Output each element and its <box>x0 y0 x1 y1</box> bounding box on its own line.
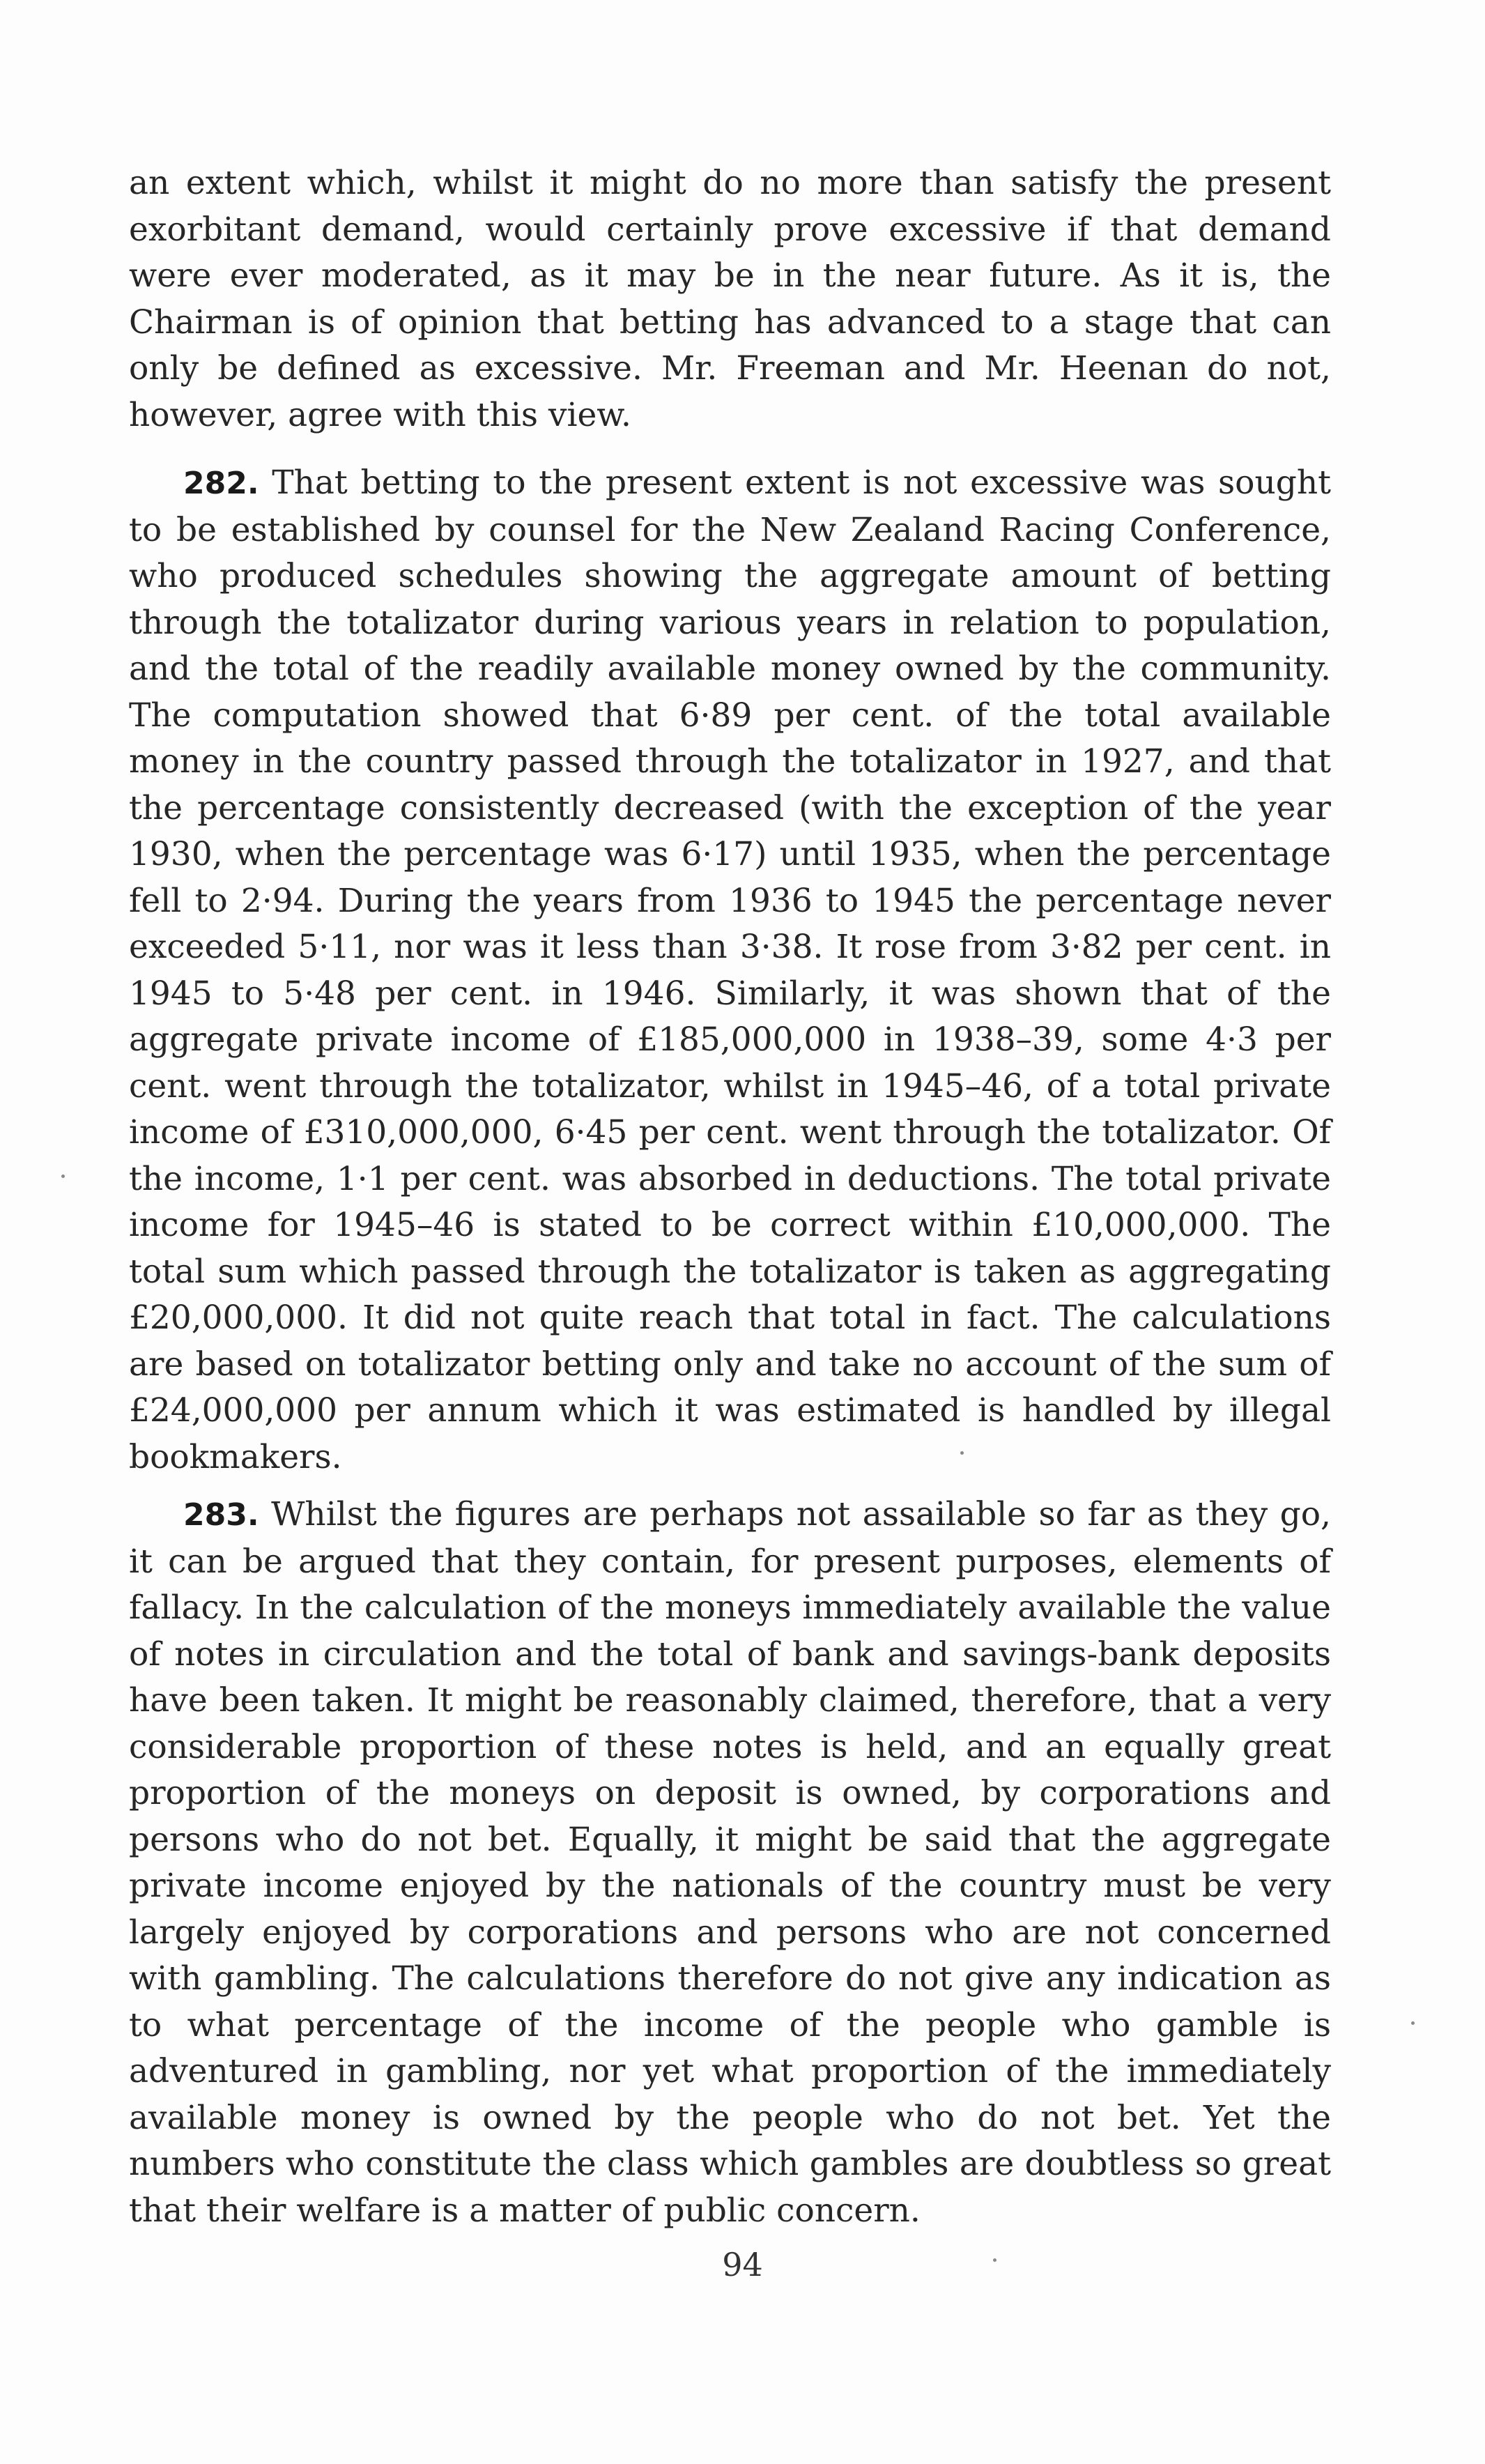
scan-speck <box>61 1174 65 1178</box>
paragraph-body <box>129 1492 1331 2234</box>
paragraph-282 <box>129 460 1331 1480</box>
paragraph-text: an extent which, whilst it might do no more than satisfy the present exorbitant demand, would certainly prove excessive if that demand were ever moderated, as it may be in the near future. As it is, the Chairman is of opinion that betting has advanced to a stage that can only be defined as excessive. Mr. Freeman and Mr. Heenan do not, however, agree with this view. <box>129 164 1331 434</box>
paragraph-body <box>129 460 1331 1480</box>
scan-speck <box>1411 2021 1415 2025</box>
scan-speck <box>993 2258 997 2262</box>
paragraph-number: 282. <box>183 466 259 501</box>
page-number: 94 <box>722 2246 763 2283</box>
paragraph-283 <box>129 1492 1331 2234</box>
paragraph-number: 283. <box>183 1497 259 1533</box>
scan-speck <box>960 1451 964 1455</box>
paragraph-text: Whilst the figures are perhaps not assailable so far as they go, it can be argued that they contain, for present purposes, elements of fallacy. In the calculation of the moneys immediately available the value of notes in circulation and the total of bank and savings-bank deposits have been taken. It might be reasonably claimed, therefore, that a very considerable proportion of these notes is held, and an equally great proportion of the moneys on deposit is owned, by corporations and persons who do not bet. Equally, it might be said that the aggregate private income enjoyed by the nationals of the country must be very largely enjoyed by corporations and persons who are not concerned with gambling. The calculations therefore do not give any indication as to what percentage of the income of the people who gamble is adventured in gambling, nor yet what proportion of the immediately available money is owned by the people who do not bet. Yet the numbers who constitute the class which gambles are doubtless so great that their welfare is a matter of public concern. <box>129 1495 1331 2230</box>
paragraph-text: That betting to the present extent is not excessive was sought to be established by counsel for the New Zealand Racing Conference, who produced schedules showing the aggregate amount of betting through the totalizator during various years in relation to population, and the total of the readily available money owned by the community. The computation showed that 6·89 per cent. of the total available money in the country passed through the totalizator in 1927, and that the percentage consistently decreased (with the exception of the year 1930, when the percentage was 6·17) until 1935, when the percentage fell to 2·94. During the years from 1936 to 1945 the percentage never exceeded 5·11, nor was it less than 3·38. It rose from 3·82 per cent. in 1945 to 5·48 per cent. in 1946. Similarly, it was shown that of the aggregate private income of £185,000,000 in 1938–39, some 4·3 per cent. went through the totalizator, whilst in 1945–46, of a total private income of £310,000,000, 6·45 per cent. went through the totalizator. Of the income, 1·1 per cent. was absorbed in deductions. The total private income for 1945–46 is stated to be correct within £10,000,000. The total sum which passed through the totalizator is taken as aggregating £20,000,000. It did not quite reach that total in fact. The calculations are based on totalizator betting only and take no account of the sum of £24,000,000 per annum which it was estimated is handled by illegal bookmakers. <box>129 464 1331 1476</box>
paragraph-continued <box>129 160 1331 438</box>
